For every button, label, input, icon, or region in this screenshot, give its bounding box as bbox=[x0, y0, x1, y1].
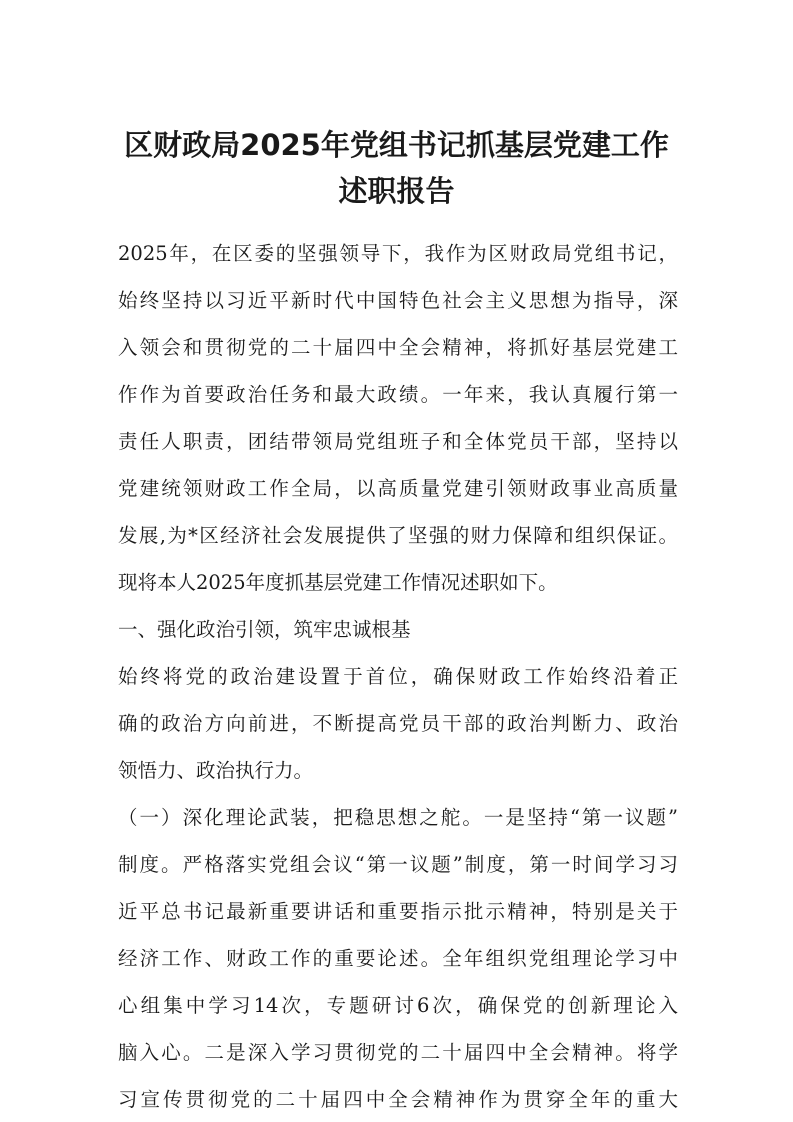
subsection-line: （一）深化理论武装，把稳思想之舵。一是坚持“第一议题” bbox=[118, 806, 678, 829]
body-line: 责任人职责，团结带领局党组班子和全体党员干部，坚持以 bbox=[118, 430, 678, 453]
body-line: 经济工作、财政工作的重要论述。全年组织党组理论学习中 bbox=[118, 947, 678, 970]
body-line: 确的政治方向前进，不断提高党员干部的政治判断力、政治 bbox=[118, 712, 678, 735]
body-line: 制度。严格落实党组会议“第一议题”制度，第一时间学习习 bbox=[118, 853, 678, 876]
body-line: 心组集中学习14次，专题研讨6次，确保党的创新理论入 bbox=[118, 994, 678, 1017]
document-title-line-1: 区财政局2025年党组书记抓基层党建工作 bbox=[124, 128, 669, 162]
body-line: 现将本人2025年度抓基层党建工作情况述职如下。 bbox=[118, 571, 558, 594]
body-line: 2025年，在区委的坚强领导下，我作为区财政局党组书记， bbox=[118, 242, 678, 265]
body-line: 始终坚持以习近平新时代中国特色社会主义思想为指导，深 bbox=[118, 289, 678, 312]
body-line: 入领会和贯彻党的二十届四中全会精神，将抓好基层党建工 bbox=[118, 336, 678, 359]
body-line: 脑入心。二是深入学习贯彻党的二十届四中全会精神。将学 bbox=[118, 1041, 678, 1064]
document-title-line-2: 述职报告 bbox=[338, 174, 455, 208]
body-line: 领悟力、政治执行力。 bbox=[118, 759, 314, 782]
body-line: 作作为首要政治任务和最大政绩。一年来，我认真履行第一 bbox=[118, 383, 678, 406]
body-line: 近平总书记最新重要讲话和重要指示批示精神，特别是关于 bbox=[118, 900, 678, 923]
body-line: 党建统领财政工作全局，以高质量党建引领财政事业高质量 bbox=[118, 477, 678, 500]
section-heading: 一、强化政治引领，筑牢忠诚根基 bbox=[118, 618, 411, 641]
body-line: 发展,为*区经济社会发展提供了坚强的财力保障和组织保证。 bbox=[118, 524, 678, 547]
body-line: 习宣传贯彻党的二十届四中全会精神作为贯穿全年的重大 bbox=[118, 1088, 678, 1111]
body-line: 始终将党的政治建设置于首位，确保财政工作始终沿着正 bbox=[118, 665, 678, 688]
